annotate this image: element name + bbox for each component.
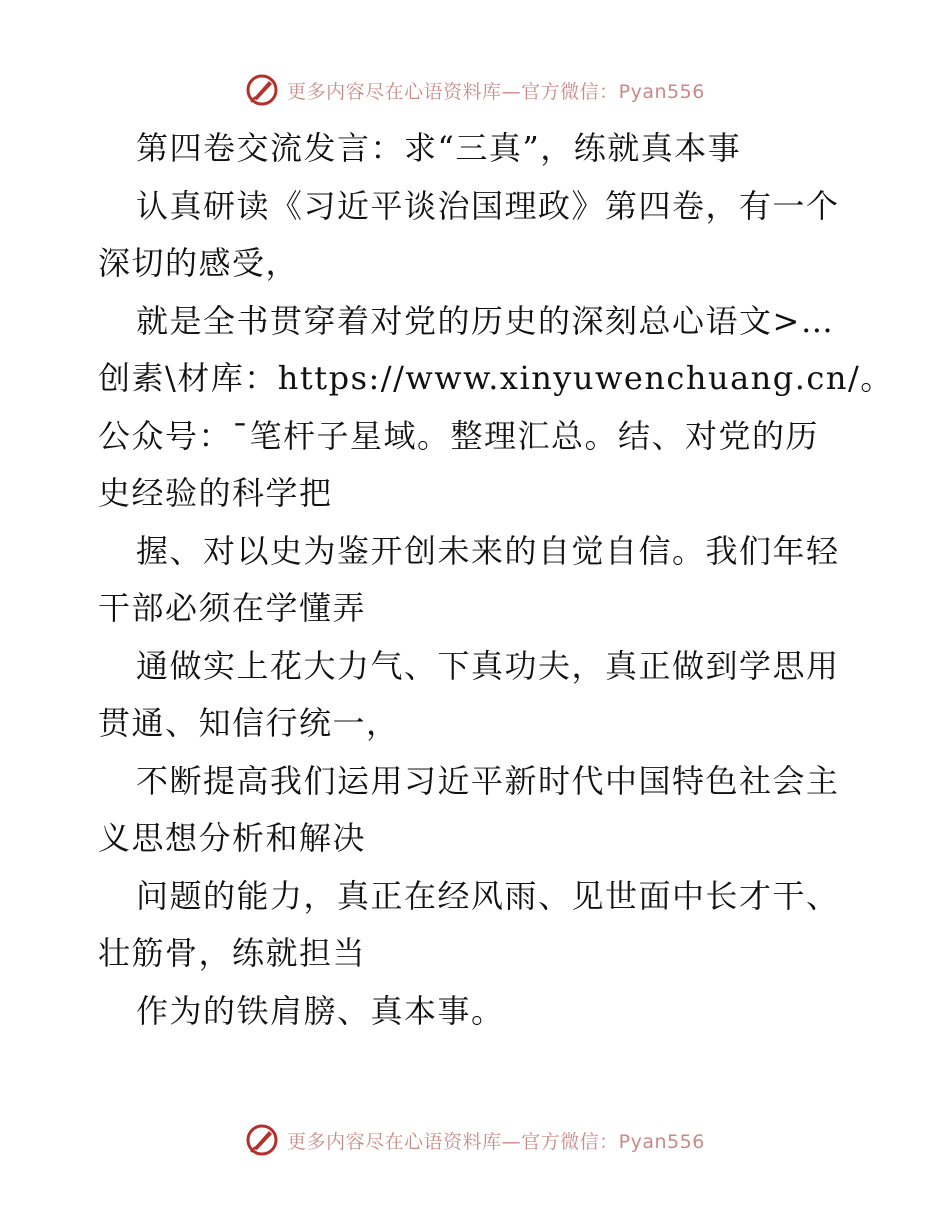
text-line: 认真研读《习近平谈治国理政》第四卷，有一个 bbox=[136, 186, 840, 225]
quill-pen-logo-icon bbox=[245, 73, 279, 107]
text-line: 问题的能力，真正在经风雨、见世面中长才干、 bbox=[136, 876, 840, 915]
header-banner bbox=[0, 70, 950, 110]
text-line: 通做实上花大力气、下真功夫，真正做到学思用 bbox=[136, 646, 840, 685]
banner-text: 更多内容尽在心语资料库—官方微信：Pyan556 bbox=[287, 1130, 705, 1153]
text-line: 握、对以史为鉴开创未来的自觉自信。我们年轻 bbox=[136, 531, 840, 570]
text-line: 作为的铁肩膀、真本事。 bbox=[136, 991, 505, 1030]
quill-pen-logo-icon bbox=[245, 1123, 279, 1157]
document-title: 第四卷交流发言：求“三真”，练就真本事 bbox=[136, 129, 742, 167]
text-line: 壮筋骨，练就担当 bbox=[98, 934, 367, 972]
text-line: 创素\材库：https://www.xinyuwenchuang.cn/。 bbox=[98, 359, 894, 397]
document-body bbox=[98, 120, 894, 1040]
text-line: 深切的感受， bbox=[98, 244, 300, 282]
text-line: 就是全书贯穿着对党的历史的深刻总心语文>… bbox=[136, 301, 835, 340]
text-line: 公众号：¯笔杆子星域。整理汇总。结、对党的历 bbox=[98, 416, 820, 455]
text-line: 史经验的科学把 bbox=[98, 474, 333, 512]
text-line: 不断提高我们运用习近平新时代中国特色社会主 bbox=[136, 761, 840, 800]
text-line: 义思想分析和解决 bbox=[98, 819, 367, 857]
banner-text: 更多内容尽在心语资料库—官方微信：Pyan556 bbox=[287, 80, 705, 103]
text-line: 干部必须在学懂弄 bbox=[98, 589, 367, 627]
footer-banner bbox=[0, 1120, 950, 1160]
text-line: 贯通、知信行统一， bbox=[98, 704, 400, 742]
